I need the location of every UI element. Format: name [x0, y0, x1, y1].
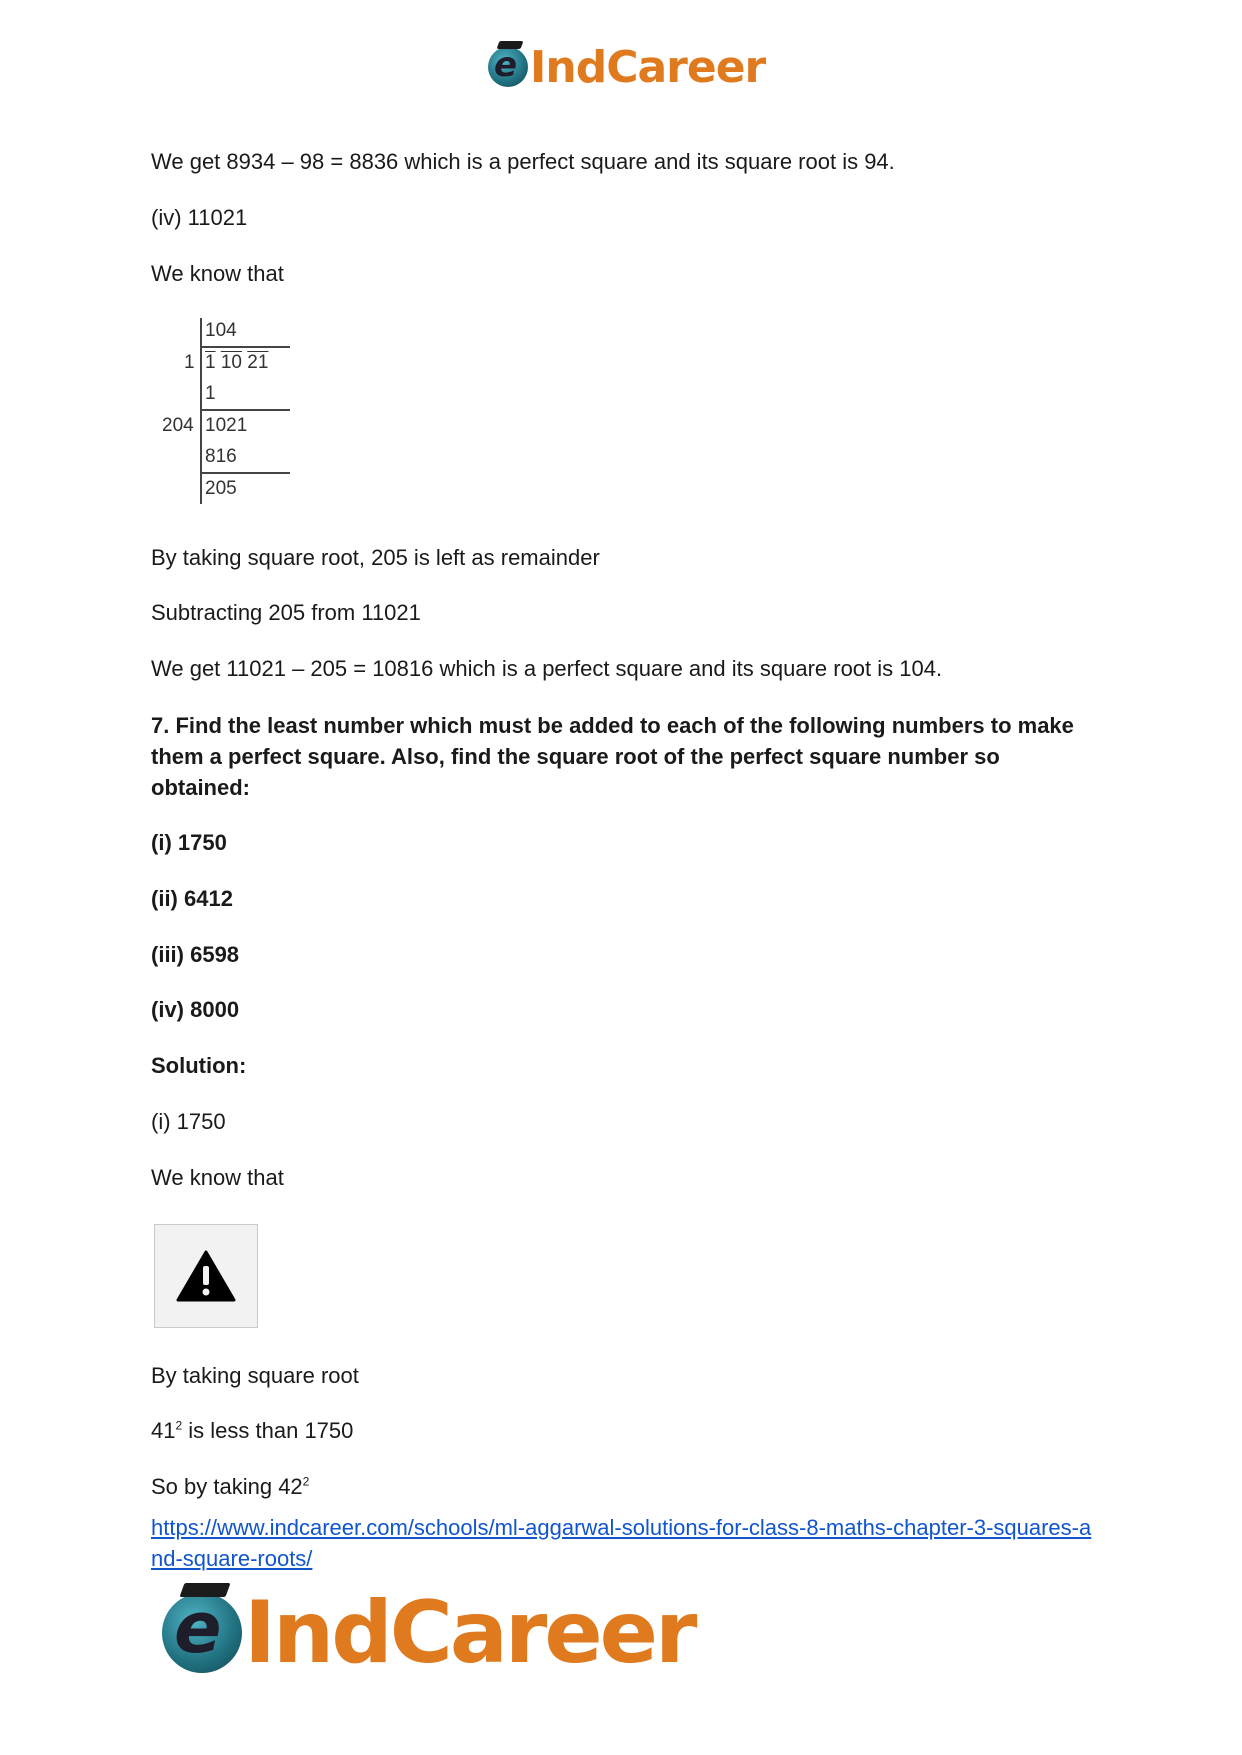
footer-logo: [162, 1583, 695, 1683]
subtrahend: 816: [205, 446, 237, 467]
subtrahend: 1: [205, 383, 216, 404]
paragraph: (iv) 11021: [151, 205, 248, 230]
question-part: (i) 1750: [151, 830, 227, 855]
paragraph: (i) 1750: [151, 1109, 226, 1134]
paragraph: By taking square root, 205 is left as remainder: [151, 545, 600, 570]
paragraph: We know that: [151, 1165, 284, 1190]
broken-image-placeholder: [154, 1224, 258, 1328]
question-heading: 7. Find the least number which must be added to each of the following numbers to make them a perfect square. Also, find the square root of the perfect square number so obtained:: [151, 713, 1074, 800]
brand-name: IndCareer: [244, 1583, 695, 1683]
dividend: 1 10 21: [205, 352, 269, 373]
header-logo: [488, 42, 765, 92]
divisor: 1: [184, 352, 195, 373]
solution-heading: Solution:: [151, 1053, 247, 1078]
partial-dividend: 1021: [205, 415, 248, 436]
paragraph: By taking square root: [151, 1363, 359, 1388]
paragraph: Subtracting 205 from 11021: [151, 600, 421, 625]
question-part: (ii) 6412: [151, 886, 233, 911]
divisor: 204: [162, 415, 194, 436]
paragraph: We know that: [151, 261, 284, 286]
long-division-figure: [160, 318, 300, 508]
remainder: 205: [205, 478, 237, 499]
paragraph: We get 8934 – 98 = 8836 which is a perfect square and its square root is 94.: [151, 149, 895, 174]
quotient: 104: [205, 320, 237, 341]
source-link[interactable]: https://www.indcareer.com/schools/ml-aggarwal-solutions-for-class-8-maths-chapter-3-squares-and-square-roots/: [151, 1515, 1092, 1571]
paragraph: $41^2$ is less than 1750: [151, 1418, 354, 1443]
logo-mark-icon: e: [488, 47, 528, 87]
logo-mark-icon: e: [162, 1593, 242, 1673]
brand-name: IndCareer: [530, 41, 766, 93]
question-part: (iv) 8000: [151, 997, 240, 1022]
paragraph: We get 11021 – 205 = 10816 which is a perfect square and its square root is 104.: [151, 656, 943, 681]
warning-icon: [176, 1250, 236, 1302]
question-part: (iii) 6598: [151, 942, 240, 967]
paragraph: So by taking $42^2$: [151, 1474, 310, 1499]
